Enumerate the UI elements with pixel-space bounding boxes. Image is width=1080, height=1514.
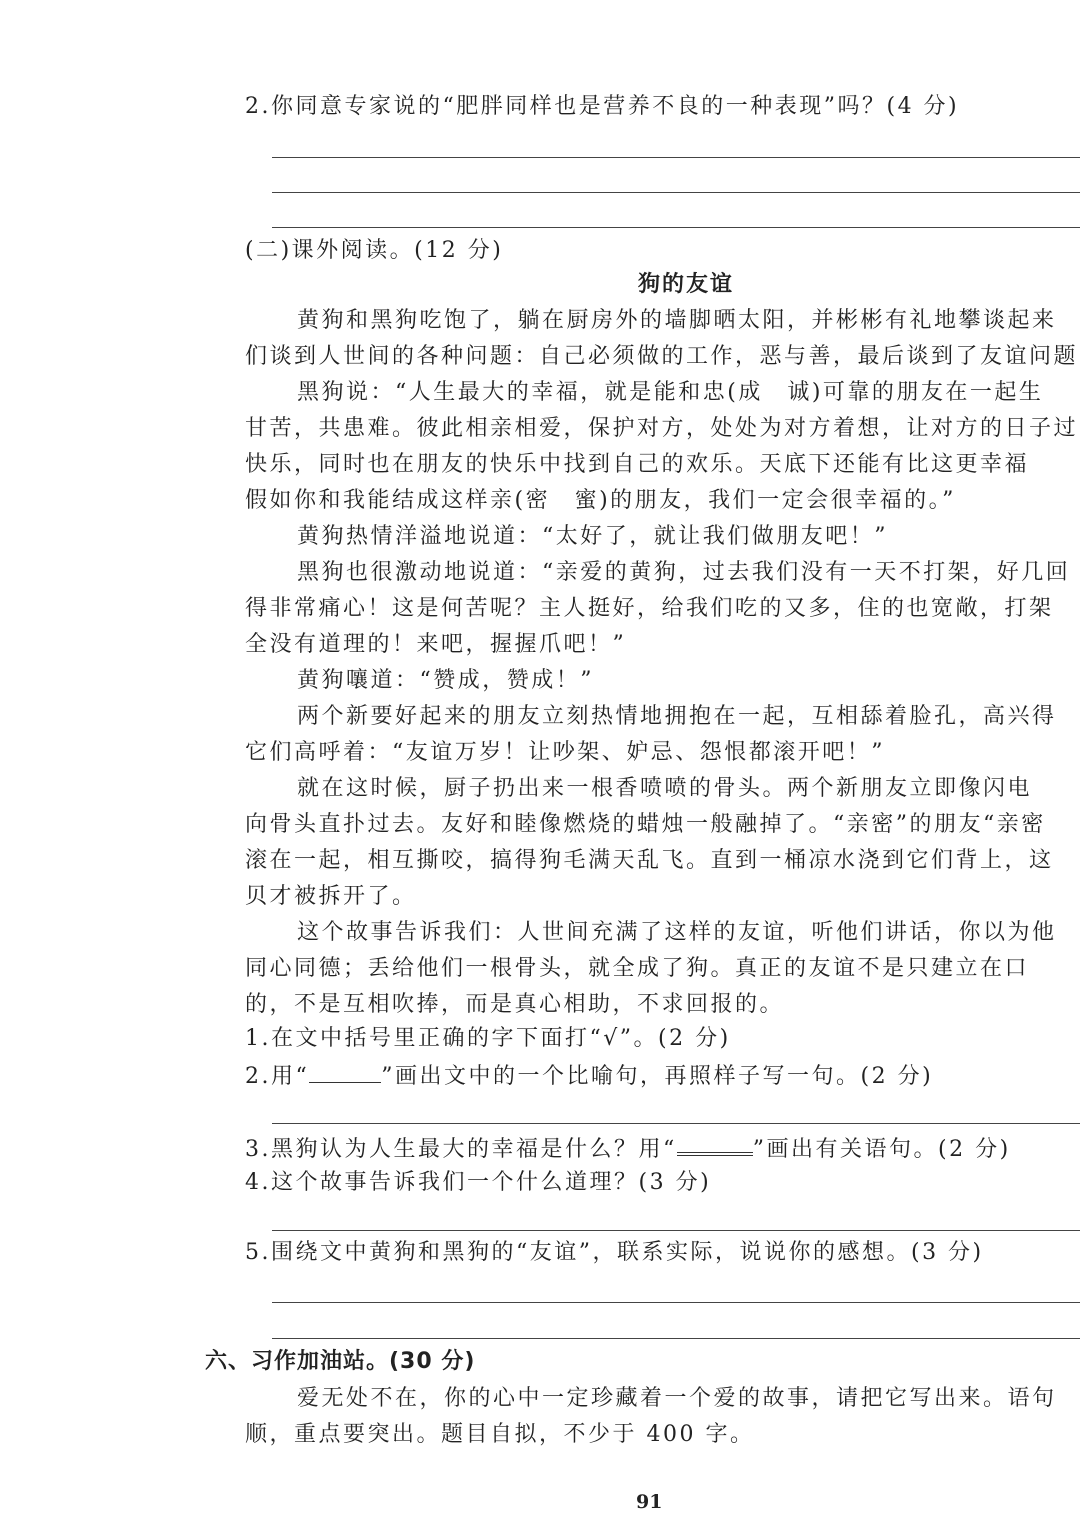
reading-question-2 xyxy=(245,1060,933,1092)
answer-line[interactable] xyxy=(272,1230,1080,1231)
passage-line: 黑狗说：“人生最大的幸福，就是能和忠(成 诚)可靠的朋友在一起生 xyxy=(297,380,1044,405)
single-underline-sample xyxy=(309,1060,381,1083)
passage-line: 黑狗也很激动地说道：“亲爱的黄狗，过去我们没有一天不打架，好几回 xyxy=(297,560,1071,585)
passage-line: 同心同德；丢给他们一根骨头，就全成了狗。真正的友谊不是只建立在口 xyxy=(245,956,1030,981)
passage-line: 滚在一起，相互撕咬，搞得狗毛满天乱飞。直到一桶凉水浇到它们背上，这 xyxy=(245,848,1054,873)
passage-line: 黄狗热情洋溢地说道：“太好了，就让我们做朋友吧！” xyxy=(297,524,888,549)
writing-section-header: 六、习作加油站。(30 分) xyxy=(205,1349,476,1374)
passage-line: 向骨头直扑过去。友好和睦像燃烧的蜡烛一般融掉了。“亲密”的朋友“亲密 xyxy=(245,812,1046,837)
passage-line: 的，不是互相吹捧，而是真心相助，不求回报的。 xyxy=(245,992,785,1017)
answer-line[interactable] xyxy=(272,157,1080,158)
answer-line[interactable] xyxy=(272,192,1080,193)
q2-text-after: ”画出文中的一个比喻句，再照样子写一句。(2 分) xyxy=(381,1064,934,1089)
passage-line: 黄狗嚷道：“赞成，赞成！” xyxy=(297,668,594,693)
writing-prompt-line: 顺，重点要突出。题目自拟，不少于 400 字。 xyxy=(245,1422,755,1447)
passage-line: 它们高呼着：“友谊万岁！让吵架、妒忌、怨恨都滚开吧！” xyxy=(245,740,885,765)
page-number: 91 xyxy=(636,1491,663,1513)
reading-question-4: 4.这个故事告诉我们一个什么道理？(3 分) xyxy=(245,1170,712,1195)
double-underline-sample xyxy=(677,1132,753,1156)
passage-line: 这个故事告诉我们：人世间充满了这样的友谊，听他们讲话，你以为他 xyxy=(297,920,1057,945)
passage-line: 假如你和我能结成这样亲(密 蜜)的朋友，我们一定会很幸福的。” xyxy=(245,488,956,513)
passage-line: 全没有道理的！来吧，握握爪吧！” xyxy=(245,632,627,657)
reading-question-1: 1.在文中括号里正确的字下面打“√”。(2 分) xyxy=(245,1026,731,1051)
passage-line: 黄狗和黑狗吃饱了，躺在厨房外的墙脚晒太阳，并彬彬有礼地攀谈起来 xyxy=(297,308,1057,333)
passage-line: 得非常痛心！这是何苦呢？主人挺好，给我们吃的又多，住的也宽敞，打架 xyxy=(245,596,1054,621)
writing-prompt-line: 爱无处不在，你的心中一定珍藏着一个爱的故事，请把它写出来。语句 xyxy=(297,1386,1057,1411)
passage-line: 甘苦，共患难。彼此相亲相爱，保护对方，处处为对方着想，让对方的日子过 xyxy=(245,416,1079,441)
answer-line[interactable] xyxy=(272,1302,1080,1303)
q2-text-before: 2.用“ xyxy=(245,1064,310,1089)
q3-text-after: ”画出有关语句。(2 分) xyxy=(752,1137,1011,1162)
reading-question-3 xyxy=(245,1132,1011,1165)
q3-text-before: 3.黑狗认为人生最大的幸福是什么？用“ xyxy=(245,1137,677,1162)
answer-line[interactable] xyxy=(272,1338,1080,1339)
question-2-obesity: 2.你同意专家说的“肥胖同样也是营养不良的一种表现”吗？(4 分) xyxy=(245,94,960,119)
answer-line[interactable] xyxy=(272,227,1080,228)
reading-section-header: (二)课外阅读。(12 分) xyxy=(245,238,504,263)
answer-line[interactable] xyxy=(272,1123,1080,1124)
passage-line: 就在这时候，厨子扔出来一根香喷喷的骨头。两个新朋友立即像闪电 xyxy=(297,776,1033,801)
passage-line: 贝才被拆开了。 xyxy=(245,884,417,909)
passage-title: 狗的友谊 xyxy=(638,272,735,297)
passage-line: 们谈到人世间的各种问题：自己必须做的工作，恶与善，最后谈到了友谊问题 xyxy=(245,344,1079,369)
passage-line: 快乐，同时也在朋友的快乐中找到自己的欢乐。天底下还能有比这更幸福 xyxy=(245,452,1030,477)
passage-line: 两个新要好起来的朋友立刻热情地拥抱在一起，互相舔着脸孔，高兴得 xyxy=(297,704,1057,729)
reading-question-5: 5.围绕文中黄狗和黑狗的“友谊”，联系实际，说说你的感想。(3 分) xyxy=(245,1240,984,1265)
